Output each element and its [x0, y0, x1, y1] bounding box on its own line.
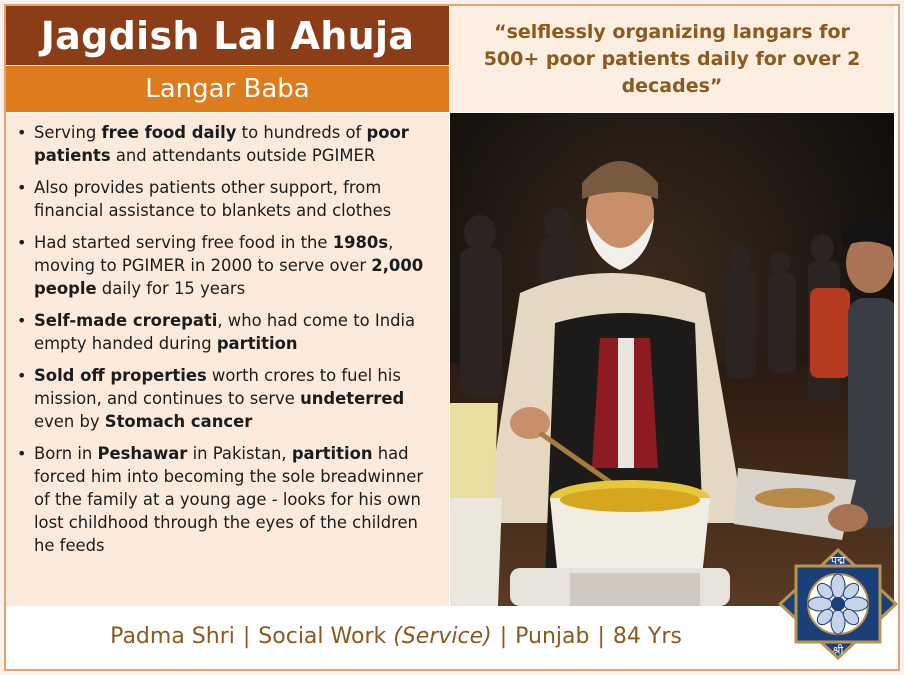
achievements-panel [6, 113, 449, 606]
achievement-bullet [16, 231, 443, 300]
bullet-text: Serving [34, 123, 102, 142]
citation-quote: “selflessly organizing langars for 500+ poor patients daily for over 2 decades” [450, 6, 894, 112]
portrait-photo [450, 113, 894, 606]
bullet-text: , moving to PGIMER in 2000 to serve over [34, 233, 394, 275]
separator: | [597, 623, 605, 649]
emblem-bottom-text: श्री [832, 644, 844, 657]
bullet-text: and attendants outside PGIMER [110, 146, 376, 165]
award-field: Social Work [258, 623, 387, 649]
award-state: Punjab [515, 623, 590, 649]
award-details [6, 607, 786, 665]
separator: | [242, 623, 251, 649]
award-age: 84 Yrs [612, 623, 682, 649]
bullet-text: worth crores to fuel his mission, and continues to serve [34, 366, 401, 408]
person-name: Jagdish Lal Ahuja [6, 6, 449, 65]
bullet-text: had forced him into becoming the sole breadwinner of the family at a young age - looks for his own lost childhood through the eyes of the children he feeds [34, 444, 424, 555]
bullet-highlight: 1980s [332, 233, 389, 252]
achievement-bullet [16, 442, 443, 557]
bullet-highlight: Peshawar [97, 444, 188, 463]
bullet-highlight: Sold off properties [34, 366, 207, 385]
bullet-text: Had started serving free food in the [34, 233, 333, 252]
achievement-bullet [16, 364, 443, 433]
bullet-text: daily for 15 years [96, 279, 246, 298]
bullet-highlight: Self-made crorepati [34, 311, 218, 330]
bullet-highlight: partition [291, 444, 373, 463]
bullet-highlight: Stomach cancer [104, 412, 253, 431]
award-name: Padma Shri [110, 623, 235, 649]
award-subfield: (Service) [393, 623, 492, 649]
bullet-highlight: 2,000 people [34, 256, 424, 298]
person-alias: Langar Baba [6, 66, 449, 112]
bullet-text: to hundreds of [236, 123, 367, 142]
bullet-highlight: partition [216, 334, 298, 353]
achievement-bullet [16, 309, 443, 355]
separator: | [499, 623, 508, 649]
achievement-bullet [16, 176, 443, 222]
bullet-text: , who had come to India empty handed during [34, 311, 416, 353]
emblem-top-text: पद्म [830, 554, 846, 567]
bullet-text: even by [34, 412, 105, 431]
bullet-text: in Pakistan, [187, 444, 292, 463]
bullet-highlight: free food daily [101, 123, 237, 142]
bullet-highlight: undeterred [300, 389, 405, 408]
bullet-text: Also provides patients other support, from financial assistance to blankets and clothes [34, 178, 392, 220]
bullet-text: Born in [34, 444, 98, 463]
achievements-list [16, 121, 443, 557]
padma-shri-emblem-icon [778, 548, 898, 660]
award-footer [6, 607, 894, 665]
achievement-bullet [16, 121, 443, 167]
bullet-highlight: poor patients [34, 123, 409, 165]
